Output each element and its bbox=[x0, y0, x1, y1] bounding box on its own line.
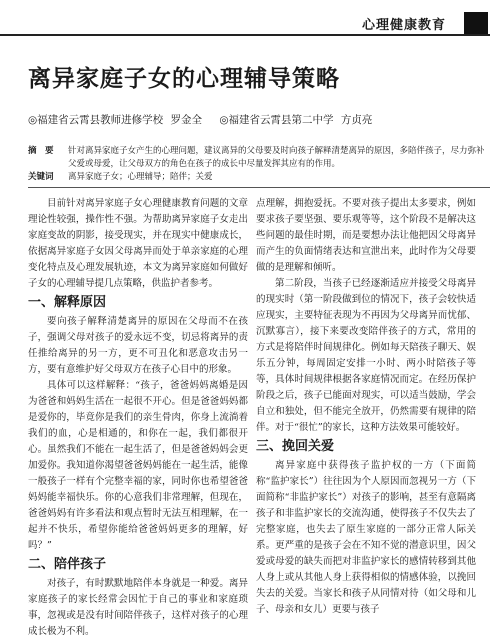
keywords-text: 离异家庭子女；心理辅导；陪伴；关爱 bbox=[68, 172, 213, 182]
body-paragraph: 要向孩子解释清楚离异的原因在父母而不在孩子，强调父母对孩子的爱永远不变，切忌将离异的责任推给离异的另一方，更不可丑化和恶意攻击另一方，要有意维护好父母双方在孩子心目中的形象。 bbox=[28, 316, 248, 375]
section-heading: 一、解释原因 bbox=[28, 295, 107, 310]
header-block-mark bbox=[464, 12, 488, 36]
body-paragraph: 具体可以这样解释：“孩子，爸爸妈妈离婚是因为爸爸和妈妈生活在一起很不开心。但是爸爸妈妈都是爱你的，毕竟你是我们的亲生骨肉，你身上流淌着我们的血，心是相通的，和你在一起，我们都很开心。虽然我们不能在一起生活了，但是爸爸妈妈会更加爱你。我知道你渴望爸爸妈妈能在一起生活，能像一般孩子一样有个完整幸福的家，同时你也希望爸爸妈妈能幸福快乐。你的心意我们非常理解，但现在，爸爸妈妈有许多看法和观点暂时无法互相理解，在一起并不快乐，希望你能给爸爸妈妈更多的理解，好吗？” bbox=[28, 380, 248, 551]
author-name: 方贞亮 bbox=[340, 114, 373, 126]
body-paragraph: 点理解，拥抱爱抚。不要对孩子提出太多要求，例如要求孩子要坚强、要乐观等等，这个阶段不是解决这些问题的最佳时期，而是要想办法让他把因父母离异而产生的负面情绪表达和宣泄出来，此时作为父母要做的是理解和倾听。 bbox=[256, 198, 476, 273]
abstract-divider bbox=[28, 187, 490, 188]
author-affiliation: ◎福建省云霄县教师进修学校 bbox=[28, 114, 164, 126]
right-column bbox=[256, 196, 476, 618]
section-heading: 三、挽回关爱 bbox=[256, 439, 335, 454]
intro-paragraph: 目前针对离异家庭子女心理健康教育问题的文章理论性较强，操作性不强。为帮助离异家庭子女走出家庭变故的阴影，接受现实，并在现实中健康成长，依据离异家庭子女因父母离异而处于单亲家庭的心理变化特点及心理发展轨迹，本文为离异家庭如何做好子女的心理辅导提几点策略，供监护者参考。 bbox=[28, 198, 248, 289]
author-line bbox=[28, 112, 376, 127]
abstract-label: 摘 要 bbox=[28, 146, 54, 156]
body-paragraph: 离异家庭中获得孩子监护权的一方（下面简称“监护家长”）往往因为个人原因而忽视另一方（下面简称“非监护家长”）对孩子的影响，甚至有意隔离孩子和非监护家长的交流沟通，使得孩子不仅失去了完整家庭，也失去了原生家庭的一部分正常人际关系。更严重的是孩子会在不知不觉的潜意识里，因父爱或母爱的缺失而把对非监护家长的感情转移到其他人身上或从其他人身上获得相似的情感体验，以挽回失去的关爱。当家长和孩子从同情对待（如父母和儿子、母亲和女儿）更要与孩子 bbox=[256, 460, 476, 615]
abstract-block bbox=[28, 145, 488, 184]
page-header bbox=[0, 12, 500, 36]
column-name: 心理健康教育 bbox=[361, 18, 446, 33]
body-paragraph: 对孩子，有时默默地陪伴本身就是一种爱。离异家庭孩子的家长经常会因忙于自己的事业和家庭琐事，忽视或是没有时间陪伴孩子，这样对孩子的心理成长极为不利。 bbox=[28, 578, 248, 637]
header-rule bbox=[0, 34, 490, 36]
keywords-label: 关键词 bbox=[28, 172, 54, 182]
left-column bbox=[28, 196, 248, 640]
section-heading: 二、陪伴孩子 bbox=[28, 557, 107, 572]
article-title: 离异家庭子女的心理辅导策略 bbox=[28, 65, 340, 92]
abstract-text: 针对离异家庭子女产生的心理问题，建议离异的父母要及时向孩子解释清楚离异的原因，多陪伴孩子，尽力弥补父爱或母爱，让父母双方的角色在孩子的成长中尽量发挥其应有的作用。 bbox=[68, 146, 485, 169]
author-affiliation: ◎福建省云霄县第二中学 bbox=[219, 114, 334, 126]
body-paragraph: 第二阶段，当孩子已经逐渐适应并接受父母离异的现实时（第一阶段做到位的情况下，孩子会较快适应现实，主要特征表现为不再因为父母离异而忧郁、沉默寡言），接下来要改变陪伴孩子的方式，常用的方式是将陪伴时间规律化。例如每天陪孩子聊天、娱乐五分钟，每周固定安排一小时、两小时陪孩子等等，具体时间规律根据各家庭情况而定。在经历保护阶段之后，孩子已能面对现实，可以适当鼓励，学会自立和独处，但不能完全放开，仍然需要有规律的陪伴。对于“很忙”的家长，这种方法效果可能较好。 bbox=[256, 278, 476, 433]
author-name: 罗金全 bbox=[170, 114, 203, 126]
